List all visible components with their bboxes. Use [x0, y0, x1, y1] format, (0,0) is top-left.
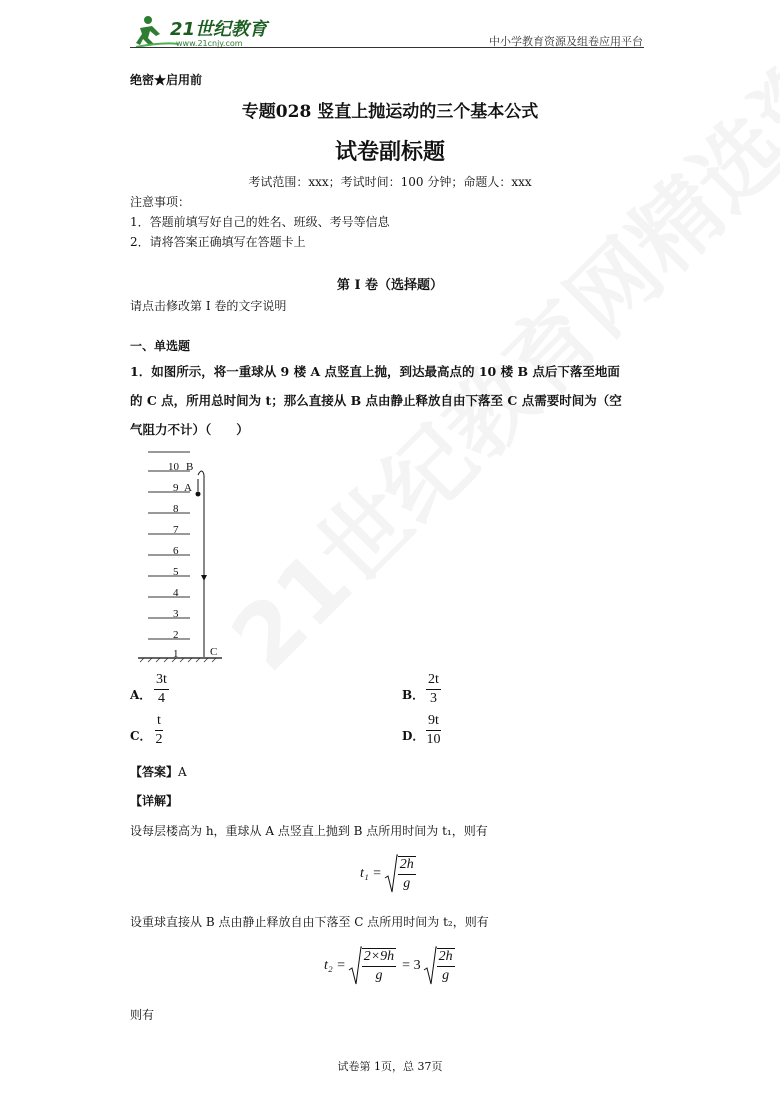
floor-label: 7: [173, 524, 179, 536]
floor-label: 1: [173, 648, 179, 660]
option-c-label[interactable]: C．: [130, 729, 152, 743]
option-d-label[interactable]: D．: [402, 729, 425, 743]
logo: [134, 14, 284, 48]
detail-label: 【详解】: [130, 794, 179, 808]
fraction-numerator: 3t: [156, 672, 167, 687]
fraction-numerator: 2×9h: [363, 949, 395, 964]
note-item: 1．答题前填写好自己的姓名、班级、考号等信息: [130, 215, 390, 229]
sqrt-fraction: [437, 948, 455, 984]
fraction-denominator: 10: [426, 732, 441, 747]
option-b-label[interactable]: B．: [402, 688, 425, 702]
sqrt-icon: [348, 946, 362, 986]
fraction-denominator: 3: [429, 691, 437, 706]
fraction-denominator: 4: [157, 691, 165, 706]
option-c-fraction[interactable]: [155, 713, 163, 748]
point-c-label: C: [210, 646, 218, 658]
answer-value: A: [178, 765, 187, 779]
formula-lhs: t₁ =: [360, 866, 382, 881]
option-a-label[interactable]: A．: [130, 688, 152, 702]
ball-icon: [196, 492, 201, 497]
fraction-numerator: t: [157, 713, 161, 728]
answer-label: 【答案】: [130, 765, 179, 779]
fraction-numerator: 2h: [399, 857, 414, 872]
point-a-label: A: [184, 482, 192, 494]
fraction-numerator: 2h: [438, 949, 453, 964]
page-footer: 试卷第 1页，总 37页: [337, 1060, 443, 1073]
question-line: 1．如图所示，将一重球从 9 楼 A 点竖直上抛，到达最高点的 10 楼 B 点后下落至地面: [130, 364, 620, 379]
logo-url: www.21cnjy.com: [176, 39, 243, 48]
paper-title: 专题028 竖直上抛运动的三个基本公式: [241, 102, 539, 122]
floor-label: 3: [173, 608, 179, 620]
section-title: 第 I 卷（选择题）: [336, 278, 444, 293]
detail-paragraph: 则有: [130, 1008, 155, 1022]
logo-text: 21世纪教育: [170, 19, 268, 40]
formula-mid: = 3: [402, 958, 421, 973]
detail-paragraph: 设重球直接从 B 点由静止释放自由下落至 C 点所用时间为 t₂，则有: [130, 915, 489, 929]
formula-t2: [324, 944, 455, 988]
sqrt-icon: [384, 854, 398, 894]
note-item: 2．请将答案正确填写在答题卡上: [130, 235, 306, 249]
floor-label: 2: [173, 629, 179, 641]
fraction-denominator: g: [442, 968, 450, 983]
paper-subtitle: 试卷副标题: [334, 139, 445, 165]
question-line: 的 C 点，所用总时间为 t；那么直接从 B 点由静止释放自由下落至 C 点需要时间为（空: [130, 393, 622, 408]
option-a-fraction[interactable]: [154, 672, 169, 707]
option-b-fraction[interactable]: [426, 672, 441, 707]
question-line: 气阻力不计）（ ）: [130, 422, 249, 437]
fraction-denominator: 2: [155, 732, 163, 747]
fraction-numerator: 9t: [428, 713, 439, 728]
formula-t1: [360, 852, 416, 896]
notes-heading: 注意事项：: [130, 195, 191, 209]
platform-name: 中小学教育资源及组卷应用平台: [489, 35, 643, 48]
floor-label: 5: [173, 566, 179, 578]
sqrt-icon: [423, 946, 437, 986]
detail-paragraph: 设每层楼高为 h，重球从 A 点竖直上抛到 B 点所用时间为 t₁，则有: [130, 824, 488, 838]
option-d-fraction[interactable]: [426, 713, 441, 748]
fraction-numerator: 2t: [428, 672, 439, 687]
header-divider: [130, 47, 644, 48]
point-b-label: B: [186, 461, 194, 473]
floor-label: 9: [173, 482, 179, 494]
formula-lhs: t₂ =: [324, 958, 346, 973]
sqrt-fraction: [362, 948, 396, 984]
answer-line: [130, 763, 187, 780]
section-desc[interactable]: 请点击修改第 I 卷的文字说明: [130, 299, 287, 313]
trajectory: [198, 471, 207, 657]
fraction-denominator: g: [403, 876, 411, 891]
floor-label: 10: [168, 461, 179, 473]
floor-label: 6: [173, 545, 179, 557]
floor-label: 4: [173, 587, 179, 599]
floor-label: 8: [173, 503, 179, 515]
secret-label: 绝密★启用前: [130, 73, 203, 87]
building-figure: [134, 445, 230, 667]
exam-info: 考试范围：xxx；考试时间：100 分钟；命题人：xxx: [248, 175, 532, 189]
part-heading: 一、单选题: [130, 339, 191, 353]
sqrt-fraction: [398, 856, 416, 892]
fraction-denominator: g: [375, 968, 383, 983]
